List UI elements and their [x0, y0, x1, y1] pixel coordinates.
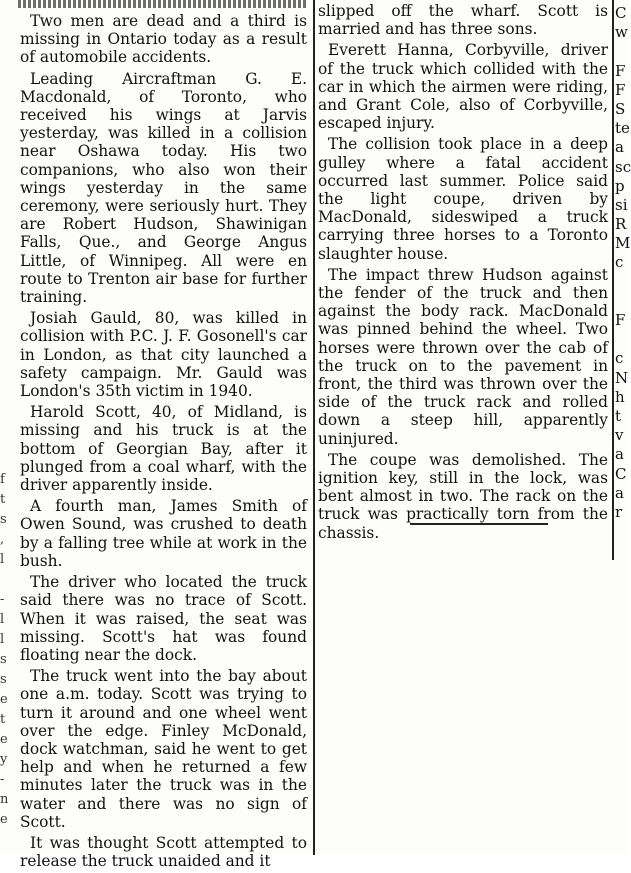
paragraph-scott-release: It was thought Scott attempted to release the truck unaided and it: [20, 833, 307, 871]
right-column-divider: [612, 0, 614, 560]
right-margin-fragment: c: [615, 349, 624, 368]
right-margin-fragment: sc: [615, 157, 631, 176]
right-margin-fragments: [615, 4, 631, 522]
left-margin-fragment: [0, 370, 9, 390]
right-margin-fragment: w: [615, 23, 628, 42]
left-margin-fragment: [0, 390, 9, 410]
right-margin-fragment: [615, 42, 628, 61]
left-margin-fragment: y: [0, 752, 8, 767]
left-margin-fragment: [0, 430, 9, 450]
left-margin-fragment: [0, 450, 9, 470]
left-margin-fragment: s: [0, 672, 7, 687]
left-margin-fragment: e: [0, 732, 8, 747]
right-margin-fragment: C: [615, 464, 627, 483]
left-margin-fragments: [0, 330, 9, 850]
right-margin-fragment: F: [615, 61, 626, 80]
left-margin-fragment: s: [0, 512, 7, 527]
left-margin-fragment: e: [0, 812, 8, 827]
right-margin-fragment: N: [615, 368, 629, 387]
right-margin-fragment: F: [615, 311, 626, 329]
left-margin-fragment: l: [0, 612, 5, 627]
article-column-1: [20, 12, 307, 873]
top-header-rule: [18, 0, 308, 8]
paragraph-macdonald: Leading Aircraftman G. E. Macdonald, of Toronto, who received his wings at Jarvis yesterday, was killed in a collision near Oshawa today. His two companions, who also won their wings yesterday in the same ceremony, were seriously hurt. They are Robert Hudson, Shawinigan Falls, Que., and George Angus Little, of Winnipeg. All were en route to Trenton air base for further training.: [20, 69, 307, 307]
article-column-2: [318, 2, 608, 545]
right-margin-fragment: R: [615, 215, 627, 234]
right-margin-fragment: t: [615, 406, 622, 425]
right-margin-fragment: C: [615, 4, 627, 22]
paragraph-lead: Two men are dead and a third is missing in Ontario today as a result of automobile accidents.: [20, 12, 307, 67]
left-margin-fragment: [0, 410, 9, 430]
left-margin-fragment: t: [0, 492, 6, 507]
left-margin-fragment: -: [0, 772, 5, 787]
left-margin-fragment: e: [0, 692, 8, 707]
right-margin-fragment: M: [615, 234, 631, 253]
left-margin-fragment: l: [0, 552, 5, 567]
left-margin-fragment: t: [0, 712, 6, 727]
left-margin-fragment: l: [0, 632, 5, 647]
right-margin-fragment: [615, 330, 628, 349]
right-margin-fragment: S: [615, 99, 626, 118]
left-margin-fragment: [0, 570, 9, 590]
right-margin-fragment: c: [615, 253, 624, 272]
right-margin-fragment: h: [615, 387, 625, 406]
paragraph-impact: The impact threw Hudson against the fender of the truck and then against the body rack. MacDonald was pinned behind the wheel. Two horses were thrown over the cab of the truck on to the pavement in front, the third was thrown over the side of the truck rack and rolled down a steep hill, apparently uninjured.: [318, 265, 608, 448]
paragraph-truck-bay: The truck went into the bay about one a.m. today. Scott was trying to turn it around and one wheel went over the edge. Finley McDonald, dock watchman, said he went to get help and when he returned a few minutes later the truck was in the water and there was no sign of Scott.: [20, 667, 307, 831]
right-margin-fragment: p: [615, 176, 625, 195]
right-margin-fragment: r: [615, 502, 623, 521]
left-margin-fragment: [0, 350, 9, 370]
left-margin-fragment: ,: [0, 532, 5, 547]
left-margin-fragment: n: [0, 792, 9, 807]
paragraph-driver-located: The driver who located the truck said there was no trace of Scott. When it was raised, the seat was missing. Scott's hat was found floating near the dock.: [20, 573, 307, 664]
right-margin-fragment: a: [615, 138, 624, 157]
column-divider: [313, 0, 315, 855]
right-margin-fragment: a: [615, 483, 624, 502]
paragraph-hanna: Everett Hanna, Corbyville, driver of the truck which collided with the car in which the airmen were riding, and Grant Cole, also of Corbyville, escaped injury.: [318, 41, 608, 133]
right-margin-fragment: [615, 292, 628, 311]
left-margin-fragment: f: [0, 472, 5, 487]
paragraph-coupe: The coupe was demolished. The ignition key, still in the lock, was bent almost in two. The rack on the truck was practically torn from the chassis.: [318, 450, 608, 542]
right-margin-fragment: v: [615, 426, 624, 445]
right-margin-fragment: F: [615, 80, 626, 99]
right-margin-fragment: [615, 273, 628, 292]
left-margin-fragment: -: [0, 592, 5, 607]
paragraph-gulley: The collision took place in a deep gulley where a fatal accident occurred last summer. Police said the light coupe, driven by MacDonald, sideswiped a truck carrying three horses to a Toronto slaughter house.: [318, 135, 608, 263]
right-margin-fragment: si: [615, 195, 628, 214]
right-margin-fragment: te: [615, 119, 630, 138]
paragraph-gauld: Josiah Gauld, 80, was killed in collision with P.C. J. F. Gosonell's car in London, as that city launched a safety campaign. Mr. Gauld was London's 35th victim in 1940.: [20, 309, 307, 401]
article-end-rule: [410, 523, 548, 525]
paragraph-smith: A fourth man, James Smith of Owen Sound, was crushed to death by a falling tree while at work in the bush.: [20, 497, 307, 570]
paragraph-continuation: slipped off the wharf. Scott is married and has three sons.: [318, 2, 608, 39]
left-margin-fragment: s: [0, 652, 7, 667]
paragraph-scott-missing: Harold Scott, 40, of Midland, is missing and his truck is at the bottom of Georgian Bay, after it plunged from a coal wharf, with the driver apparently inside.: [20, 403, 307, 495]
right-margin-fragment: a: [615, 445, 624, 464]
left-margin-fragment: [0, 330, 9, 350]
